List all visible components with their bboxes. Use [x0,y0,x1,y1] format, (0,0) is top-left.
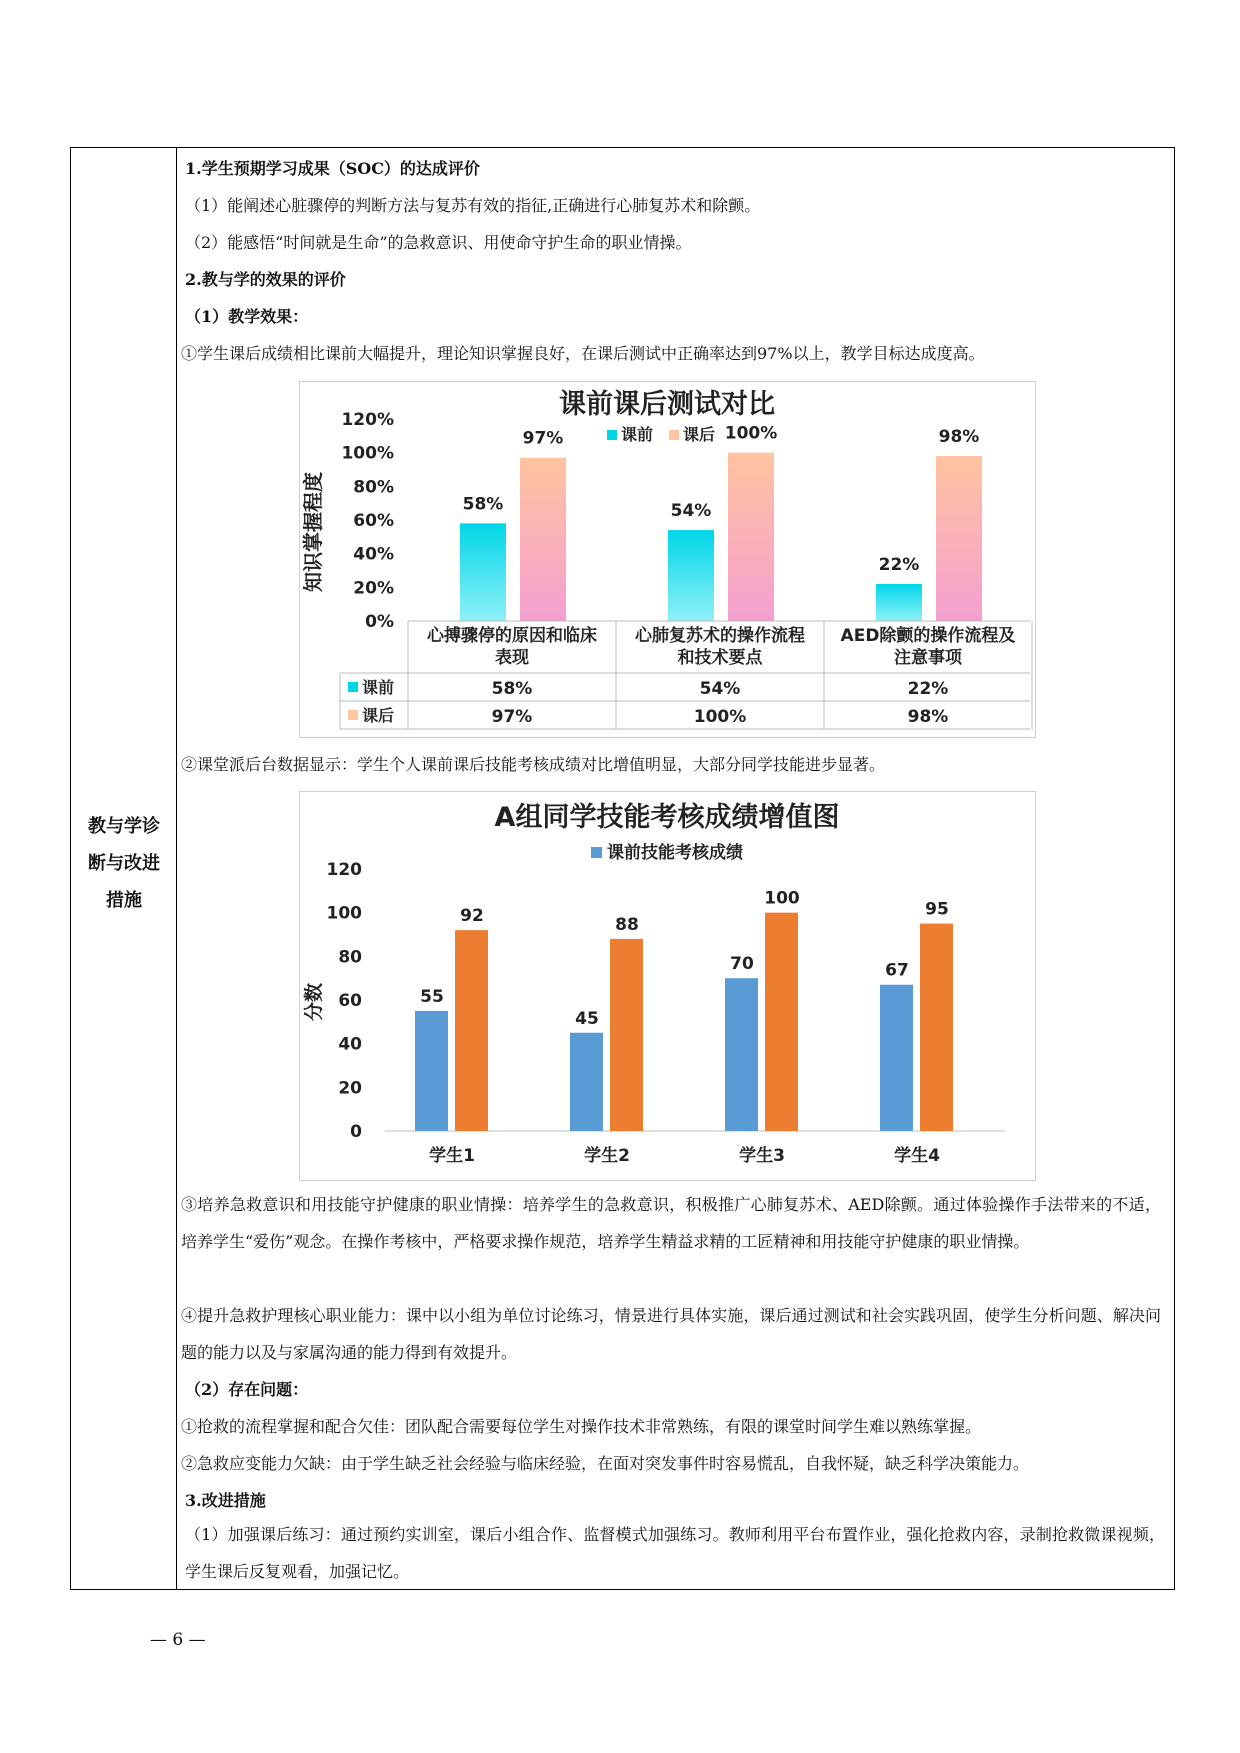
chart2-y-tick-label: 100 [326,903,362,924]
chart1-table-row-label: 课前 [362,678,395,697]
chart1-data-label: 100% [724,423,778,444]
chart1-bar [520,458,566,621]
chart-skill-scores [299,791,1036,1181]
chart2-category-label: 学生3 [739,1146,785,1166]
chart1-category-label: 注意事项 [894,648,962,668]
left-header-label [71,808,177,919]
chart1-y-tick-label: 0% [365,612,394,632]
chart2-bar [765,913,798,1131]
soc-item-1: （1）能阐述心脏骤停的判断方法与复苏有效的指征,正确进行心肺复苏术和除颤。 [185,196,761,215]
chart2-bar [570,1033,603,1131]
section2-title: 2.教与学的效果的评价 [185,270,346,289]
chart1-data-label: 54% [670,501,712,522]
chart1-bar [668,530,714,621]
chart1-y-tick-label: 120% [341,410,394,430]
chart1-y-tick-label: 100% [341,443,394,464]
chart-pre-post-test [299,381,1036,738]
chart1-bar [728,453,774,621]
chart2-bar [415,1011,448,1131]
chart1-table-cell: 100% [693,707,747,727]
chart1-data-label: 22% [878,554,920,575]
chart2-data-label: 45 [575,1008,599,1029]
chart2-legend-swatch [591,847,602,858]
chart1-y-tick-label: 80% [353,477,394,498]
chart1-table-cell: 54% [699,679,741,699]
chart2-title: A组同学技能考核成绩增值图 [494,802,840,833]
chart2-y-tick-label: 60 [338,991,362,1011]
chart1-table-cell: 98% [907,707,949,727]
chart2-bar [920,924,953,1131]
section3-title: 3.改进措施 [185,1491,266,1510]
chart2-data-label: 95 [925,899,949,920]
chart1-table-cell: 22% [907,679,949,699]
chart1-legend-label: 课后 [683,425,716,444]
chart2-svg [300,792,1035,1180]
chart2-y-tick-label: 120 [326,860,362,880]
left-label-line: 措施 [106,890,142,911]
chart1-category-label: 心搏骤停的原因和临床 [427,626,597,646]
page-number: — 6 — [150,1630,206,1650]
chart1-legend-label: 课前 [621,425,654,444]
chart2-y-axis-label: 分数 [303,982,325,1022]
chart1-category-label: 心肺复苏术的操作流程 [635,626,805,646]
chart1-y-axis-label: 知识掌握程度 [301,472,325,592]
chart1-table-swatch [348,682,358,692]
left-header-column [71,148,177,1589]
chart2-data-label: 67 [885,960,909,981]
problem-item-1: ①抢救的流程掌握和配合欠佳：团队配合需要每位学生对操作技术非常熟练，有限的课堂时间学生难以熟练掌握。 [181,1417,982,1436]
chart2-legend-label: 课前技能考核成绩 [607,843,743,863]
effect-item-1: ①学生课后成绩相比课前大幅提升，理论知识掌握良好，在课后测试中正确率达到97%以上，教学目标达成度高。 [181,344,985,363]
chart1-data-label: 97% [522,428,564,449]
chart2-data-label: 88 [615,914,639,935]
chart2-data-label: 100 [764,888,800,909]
chart2-y-tick-label: 80 [338,947,362,968]
chart1-table-cell: 58% [491,679,533,699]
problem-item-2: ②急救应变能力欠缺：由于学生缺乏社会经验与临床经验，在面对突发事件时容易慌乱，自我怀疑，缺乏科学决策能力。 [181,1454,1030,1473]
chart1-table-cell: 97% [491,707,533,727]
subsection-teaching-effect: （1）教学效果： [185,307,309,326]
chart2-y-tick-label: 0 [350,1122,362,1142]
chart1-bar [460,523,506,621]
chart2-y-tick-label: 40 [338,1034,362,1055]
chart2-y-tick-label: 20 [338,1078,362,1099]
effect-item-2: ②课堂派后台数据显示：学生个人课前课后技能考核成绩对比增值明显，大部分同学技能进步显著。 [181,755,886,774]
effect-item-4: ④提升急救护理核心职业能力：课中以小组为单位讨论练习，情景进行具体实施，课后通过测试和社会实践巩固，使学生分析问题、解决问题的能力以及与家属沟通的能力得到有效提升。 [181,1306,1161,1362]
chart1-table-row-label: 课后 [362,706,395,725]
chart1-bar [936,456,982,621]
chart1-y-tick-label: 20% [353,578,394,599]
chart1-y-tick-label: 40% [353,544,394,565]
chart2-data-label: 70 [730,954,754,975]
chart1-y-tick-label: 60% [353,511,394,531]
chart2-bar [610,939,643,1131]
left-label-line: 断与改进 [88,853,160,874]
chart2-bar [455,930,488,1131]
chart1-bar [876,584,922,621]
chart2-bar [880,985,913,1131]
chart2-bar [725,978,758,1131]
chart1-category-label: AED除颤的操作流程及 [840,626,1016,646]
chart2-category-label: 学生1 [429,1146,475,1166]
chart2-category-label: 学生4 [894,1146,940,1166]
section1-title: 1.学生预期学习成果（SOC）的达成评价 [185,159,480,178]
chart2-data-label: 92 [460,906,484,927]
improve-item-1: （1）加强课后练习：通过预约实训室，课后小组合作、监督模式加强练习。教师利用平台布置作业，强化抢救内容，录制抢救微课视频，学生课后反复观看，加强记忆。 [185,1525,1165,1581]
chart1-data-label: 58% [462,494,504,515]
chart1-svg [300,382,1035,737]
soc-item-2: （2）能感悟“时间就是生命”的急救意识、用使命守护生命的职业情操。 [185,233,692,252]
chart1-category-label: 和技术要点 [677,648,763,668]
chart2-data-label: 55 [420,986,444,1007]
effect-item-3: ③培养急救意识和用技能守护健康的职业情操：培养学生的急救意识，积极推广心肺复苏术、AED除颤。通过体验操作手法带来的不适，培养学生“爱伤”观念。在操作考核中，严格要求操作规范，培养学生精益求精的工匠精神和用技能守护健康的职业情操。 [181,1195,1161,1251]
chart1-data-label: 98% [938,427,980,448]
chart1-legend-swatch [607,430,617,440]
chart2-category-label: 学生2 [584,1146,630,1166]
subsection-problems: （2）存在问题： [185,1380,309,1399]
chart1-category-label: 表现 [495,648,529,668]
chart1-table-swatch [348,710,358,720]
chart1-title: 课前课后测试对比 [559,389,775,420]
evaluation-table [70,147,1175,1590]
chart1-legend-swatch [669,430,679,440]
left-label-line: 教与学诊 [88,816,160,837]
